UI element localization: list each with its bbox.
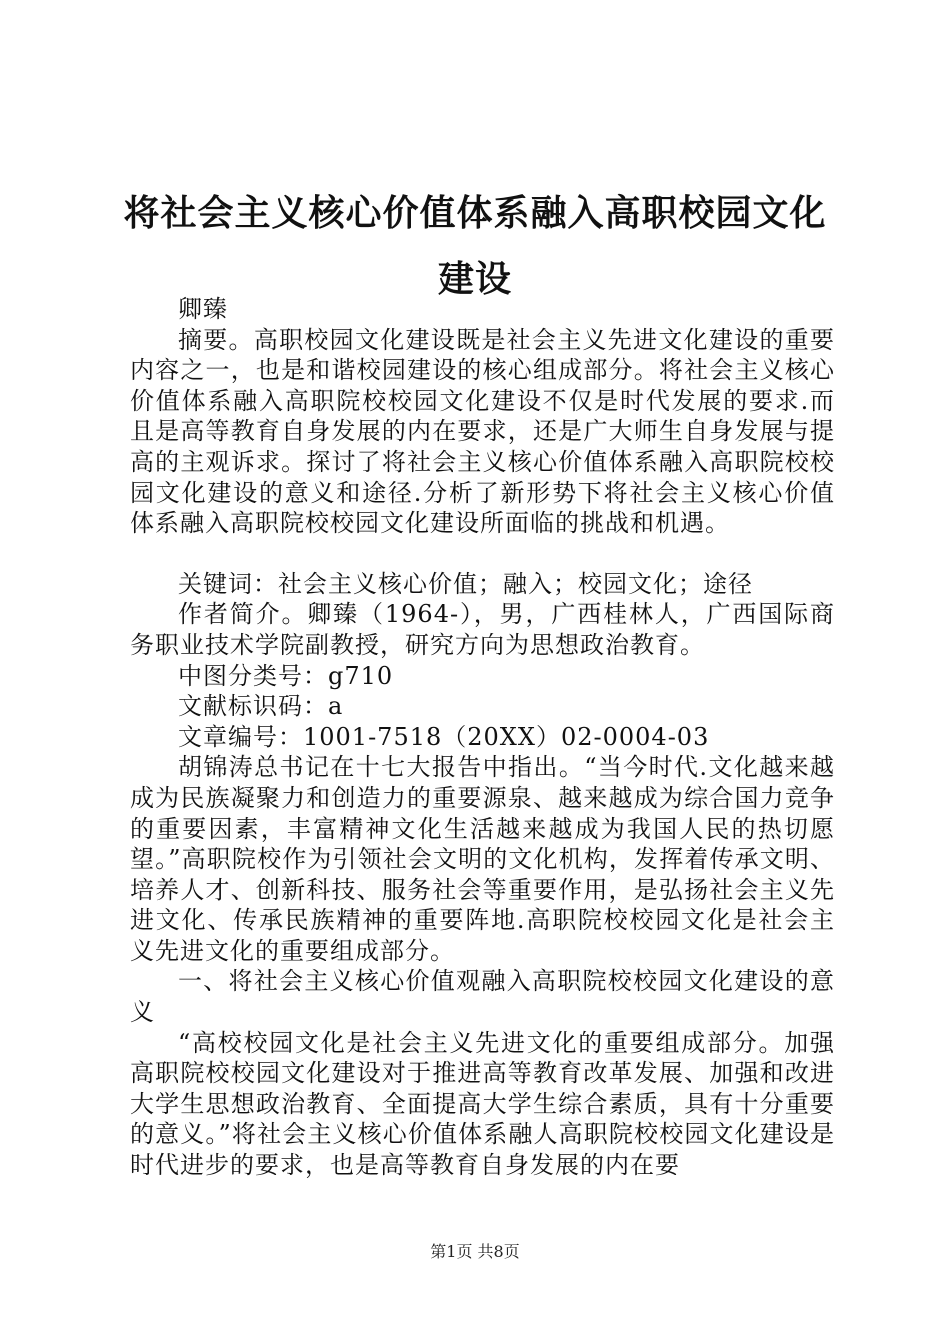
clc-number-line: 中图分类号：g710 bbox=[178, 661, 394, 690]
intro-paragraph: 胡锦涛总书记在十七大报告中指出。“当今时代.文化越来越成为民族凝聚力和创造力的重要源泉、越来越成为综合国力竞争的重要因素，丰富精神文化生活越来越成为我国人民的热切愿望。”高职院校作为引领社会文明的文化机构，发挥着传承文明、培养人才、创新科技、服务社会等重要作用，是弘扬社会主义先进文化、传承民族精神的重要阵地.高职院校校园文化是社会主义先进文化的重要组成部分。 bbox=[130, 753, 835, 965]
page-footer: 第1页 共8页 bbox=[430, 1242, 520, 1261]
author-name: 卿臻 bbox=[178, 295, 228, 323]
section-1-heading: 一、将社会主义核心价值观融入高职院校校园文化建设的意义 bbox=[130, 967, 835, 1027]
author-bio-paragraph: 作者简介。卿臻（1964-），男，广西桂林人，广西国际商务职业技术学院副教授，研究方向为思想政治教育。 bbox=[130, 600, 835, 659]
article-number-line: 文章编号：1001-7518（20XX）02-0004-03 bbox=[178, 722, 710, 751]
abstract-paragraph: 摘要。高职校园文化建设既是社会主义先进文化建设的重要内容之一，也是和谐校园建设的核心组成部分。将社会主义核心价值体系融入高职院校校园文化建设不仅是时代发展的要求.而且是高等教育自身发展的内在要求，还是广大师生自身发展与提高的主观诉求。探讨了将社会主义核心价值体系融入高职院校校园文化建设的意义和途径.分析了新形势下将社会主义核心价值体系融入高职院校校园文化建设所面临的挑战和机遇。 bbox=[130, 325, 835, 538]
document-title: 将社会主义核心价值体系融入高职校园文化建设 bbox=[123, 192, 827, 300]
document-body bbox=[130, 294, 835, 1181]
document-code-line: 文献标识码：a bbox=[178, 692, 344, 721]
keywords-line: 关键词：社会主义核心价值；融入；校园文化；途径 bbox=[178, 569, 753, 598]
section-1-paragraph: “高校校园文化是社会主义先进文化的重要组成部分。加强高职院校校园文化建设对于推进高等教育改革发展、加强和改进大学生思想政治教育、全面提高大学生综合素质，具有十分重要的意义。”将社会主义核心价值体系融人高职院校校园文化建设是时代进步的要求，也是高等教育自身发展的内在要 bbox=[130, 1028, 835, 1180]
